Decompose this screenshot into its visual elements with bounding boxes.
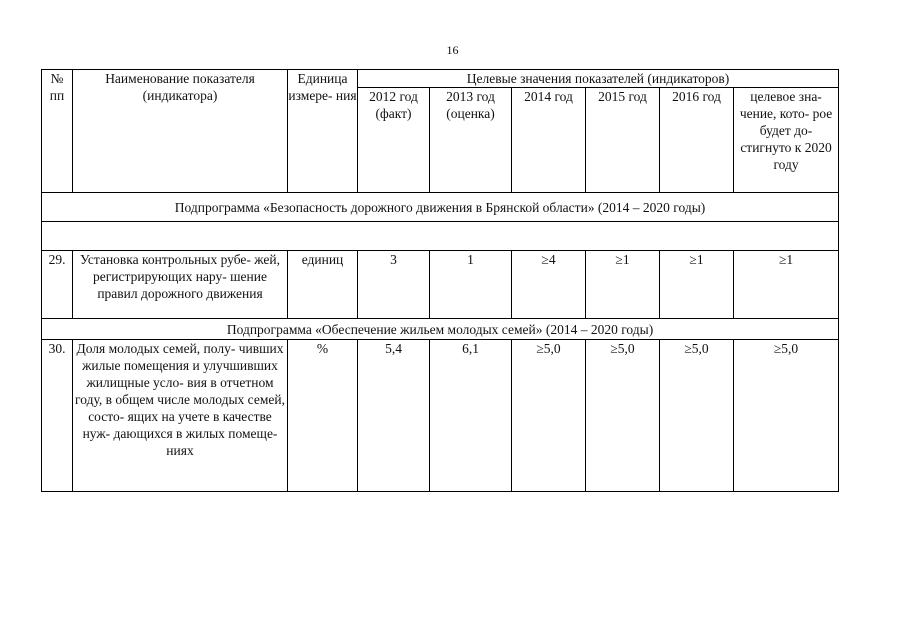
header-targets: Целевые значения показателей (индикаторов): [358, 70, 839, 88]
value-2016: ≥1: [660, 251, 734, 319]
value-2012: 5,4: [358, 340, 430, 492]
indicator-name: Установка контрольных рубе- жей, регистрирующих нару- шение правил дорожного движения: [73, 251, 288, 319]
indicator-name: Доля молодых семей, полу- чивших жилые помещения и улучшивших жилищные усло- вия в отчетном году, в общем числе молодых семей, состо- ящих на учете в качестве нуж- дающихся в жилых помеще- ниях: [73, 340, 288, 492]
section-title: Подпрограмма «Безопасность дорожного движения в Брянской области» (2014 – 2020 годы): [42, 193, 839, 222]
header-unit: Единица измере- ния: [288, 70, 358, 193]
header-row-1: [42, 70, 839, 88]
value-2013: 1: [430, 251, 512, 319]
row-number: 30.: [42, 340, 73, 492]
header-2012: 2012 год (факт): [358, 88, 430, 193]
header-target-2020: целевое зна- чение, кото- рое будет до- стигнуто к 2020 году: [734, 88, 839, 193]
header-2013: 2013 год (оценка): [430, 88, 512, 193]
section-title-row: [42, 193, 839, 222]
value-2014: ≥4: [512, 251, 586, 319]
row-number: 29.: [42, 251, 73, 319]
indicators-table: [41, 69, 839, 492]
value-2015: ≥5,0: [586, 340, 660, 492]
value-2013: 6,1: [430, 340, 512, 492]
header-name: Наименование показателя (индикатора): [73, 70, 288, 193]
table-row: [42, 340, 839, 492]
empty-row: [42, 222, 839, 251]
page-number: 16: [446, 43, 459, 57]
unit-value: единиц: [288, 251, 358, 319]
header-2015: 2015 год: [586, 88, 660, 193]
table-row: [42, 251, 839, 319]
value-target-2020: ≥1: [734, 251, 839, 319]
value-target-2020: ≥5,0: [734, 340, 839, 492]
section-title: Подпрограмма «Обеспечение жильем молодых семей» (2014 – 2020 годы): [42, 319, 839, 340]
header-2016: 2016 год: [660, 88, 734, 193]
spacer-row: [42, 222, 839, 251]
header-num: № пп: [42, 70, 73, 193]
value-2015: ≥1: [586, 251, 660, 319]
header-2014: 2014 год: [512, 88, 586, 193]
value-2016: ≥5,0: [660, 340, 734, 492]
unit-value: %: [288, 340, 358, 492]
value-2012: 3: [358, 251, 430, 319]
value-2014: ≥5,0: [512, 340, 586, 492]
section-title-row: [42, 319, 839, 340]
